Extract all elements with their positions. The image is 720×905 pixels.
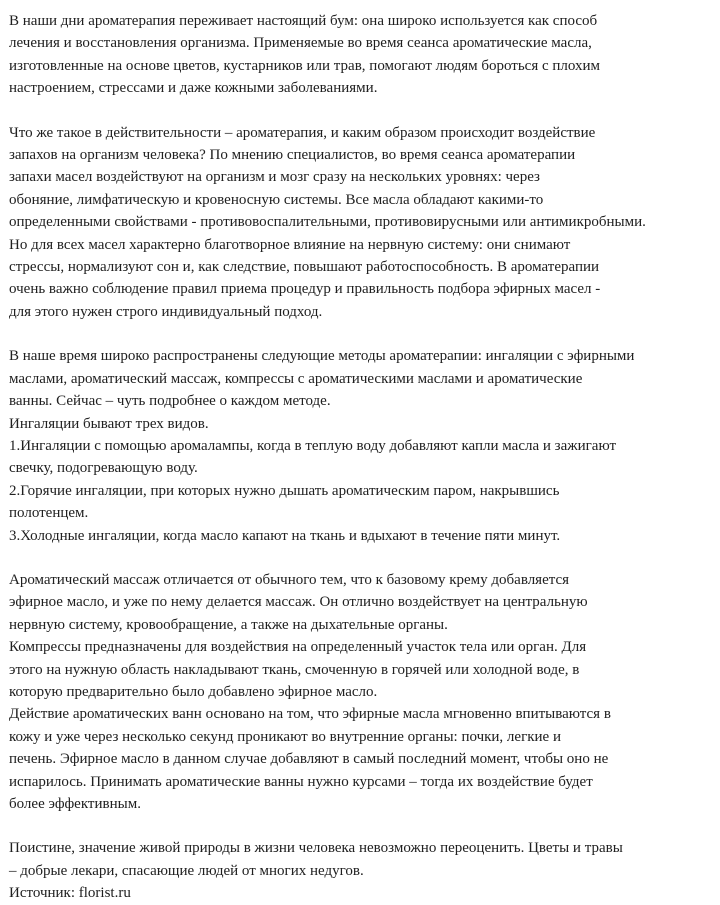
text-line: Ингаляции бывают трех видов. bbox=[9, 415, 209, 432]
text-line: стрессы, нормализуют сон и, как следствие, повышают работоспособность. В ароматерапии bbox=[9, 259, 600, 276]
article-body bbox=[9, 10, 717, 905]
text-line: запахов на организм человека? По мнению специалистов, во время сеанса ароматерапии bbox=[9, 147, 576, 164]
text-line: изготовленные на основе цветов, кустарников или трав, помогают людям бороться с плохим bbox=[9, 57, 601, 74]
text-line: обоняние, лимфатическую и кровеносную системы. Все масла обладают какими-то bbox=[9, 191, 544, 208]
text-line: настроением, стрессами и даже кожными заболеваниями. bbox=[9, 80, 378, 97]
source-credit: Источник: florist.ru bbox=[9, 885, 131, 902]
text-line: для этого нужен строго индивидуальный подход. bbox=[9, 303, 323, 320]
text-line: кожу и уже через несколько секунд проникают во внутренние органы: почки, легкие и bbox=[9, 728, 561, 745]
text-line: Поистине, значение живой природы в жизни человека невозможно переоценить. Цветы и травы bbox=[9, 840, 623, 857]
text-line: В наше время широко распространены следующие методы ароматерапии: ингаляции с эфирными bbox=[9, 348, 635, 365]
text-line: 1.Ингаляции с помощью аромалампы, когда в теплую воду добавляют капли масла и зажигают bbox=[9, 437, 617, 454]
text-line: полотенцем. bbox=[9, 505, 89, 522]
text-line: 3.Холодные ингаляции, когда масло капают на ткань и вдыхают в течение пяти минут. bbox=[9, 527, 561, 544]
paragraph-what-is-aromatherapy bbox=[9, 122, 717, 324]
text-line: свечку, подогревающую воду. bbox=[9, 460, 198, 477]
text-line: запахи масел воздействуют на организм и мозг сразу на нескольких уровнях: через bbox=[9, 169, 540, 186]
text-line: нервную систему, кровообращение, а также на дыхательные органы. bbox=[9, 616, 448, 633]
text-line: эфирное масло, и уже по нему делается массаж. Он отлично воздействует на центральную bbox=[9, 594, 588, 611]
text-line: В наши дни ароматерапия переживает настоящий бум: она широко используется как способ bbox=[9, 13, 598, 29]
text-line: 2.Горячие ингаляции, при которых нужно дышать ароматическим паром, накрывшись bbox=[9, 482, 560, 499]
text-line: более эффективным. bbox=[9, 796, 141, 812]
text-line: очень важно соблюдение правил приема процедур и правильность подбора эфирных масел - bbox=[9, 281, 601, 298]
paragraph-methods bbox=[9, 345, 717, 547]
text-line: Но для всех масел характерно благотворное влияние на нервную систему: они снимают bbox=[9, 236, 571, 253]
text-line: ванны. Сейчас – чуть подробнее о каждом методе. bbox=[9, 393, 331, 410]
paragraph-conclusion bbox=[9, 837, 717, 904]
text-line: которую предварительно было добавлено эфирное масло. bbox=[9, 683, 378, 700]
text-line: Ароматический массаж отличается от обычного тем, что к базовому крему добавляется bbox=[9, 571, 570, 588]
text-line: Компрессы предназначены для воздействия на определенный участок тела или орган. Для bbox=[9, 639, 587, 656]
text-line: Что же такое в действительности – ароматерапия, и каким образом происходит воздействие bbox=[9, 124, 596, 141]
text-line: маслами, ароматический массаж, компрессы с ароматическими маслами и ароматические bbox=[9, 370, 583, 387]
text-line: печень. Эфирное масло в данном случае добавляют в самый последний момент, чтобы оно не bbox=[9, 751, 609, 768]
text-line: Действие ароматических ванн основано на том, что эфирные масла мгновенно впитываются в bbox=[9, 706, 611, 723]
text-line: этого на нужную область накладывают ткань, смоченную в горячей или холодной воде, в bbox=[9, 661, 580, 678]
text-line: – добрые лекари, спасающие людей от многих недугов. bbox=[9, 862, 364, 879]
text-line: определенными свойствами - противовоспалительными, противовирусными или антимикробными. bbox=[9, 214, 646, 231]
text-line: лечения и восстановления организма. Применяемые во время сеанса ароматические масла, bbox=[9, 35, 592, 52]
paragraph-massage-compress-bath bbox=[9, 569, 717, 815]
text-line: испарилось. Принимать ароматические ванны нужно курсами – тогда их воздействие будет bbox=[9, 773, 593, 790]
paragraph-intro bbox=[9, 10, 717, 100]
